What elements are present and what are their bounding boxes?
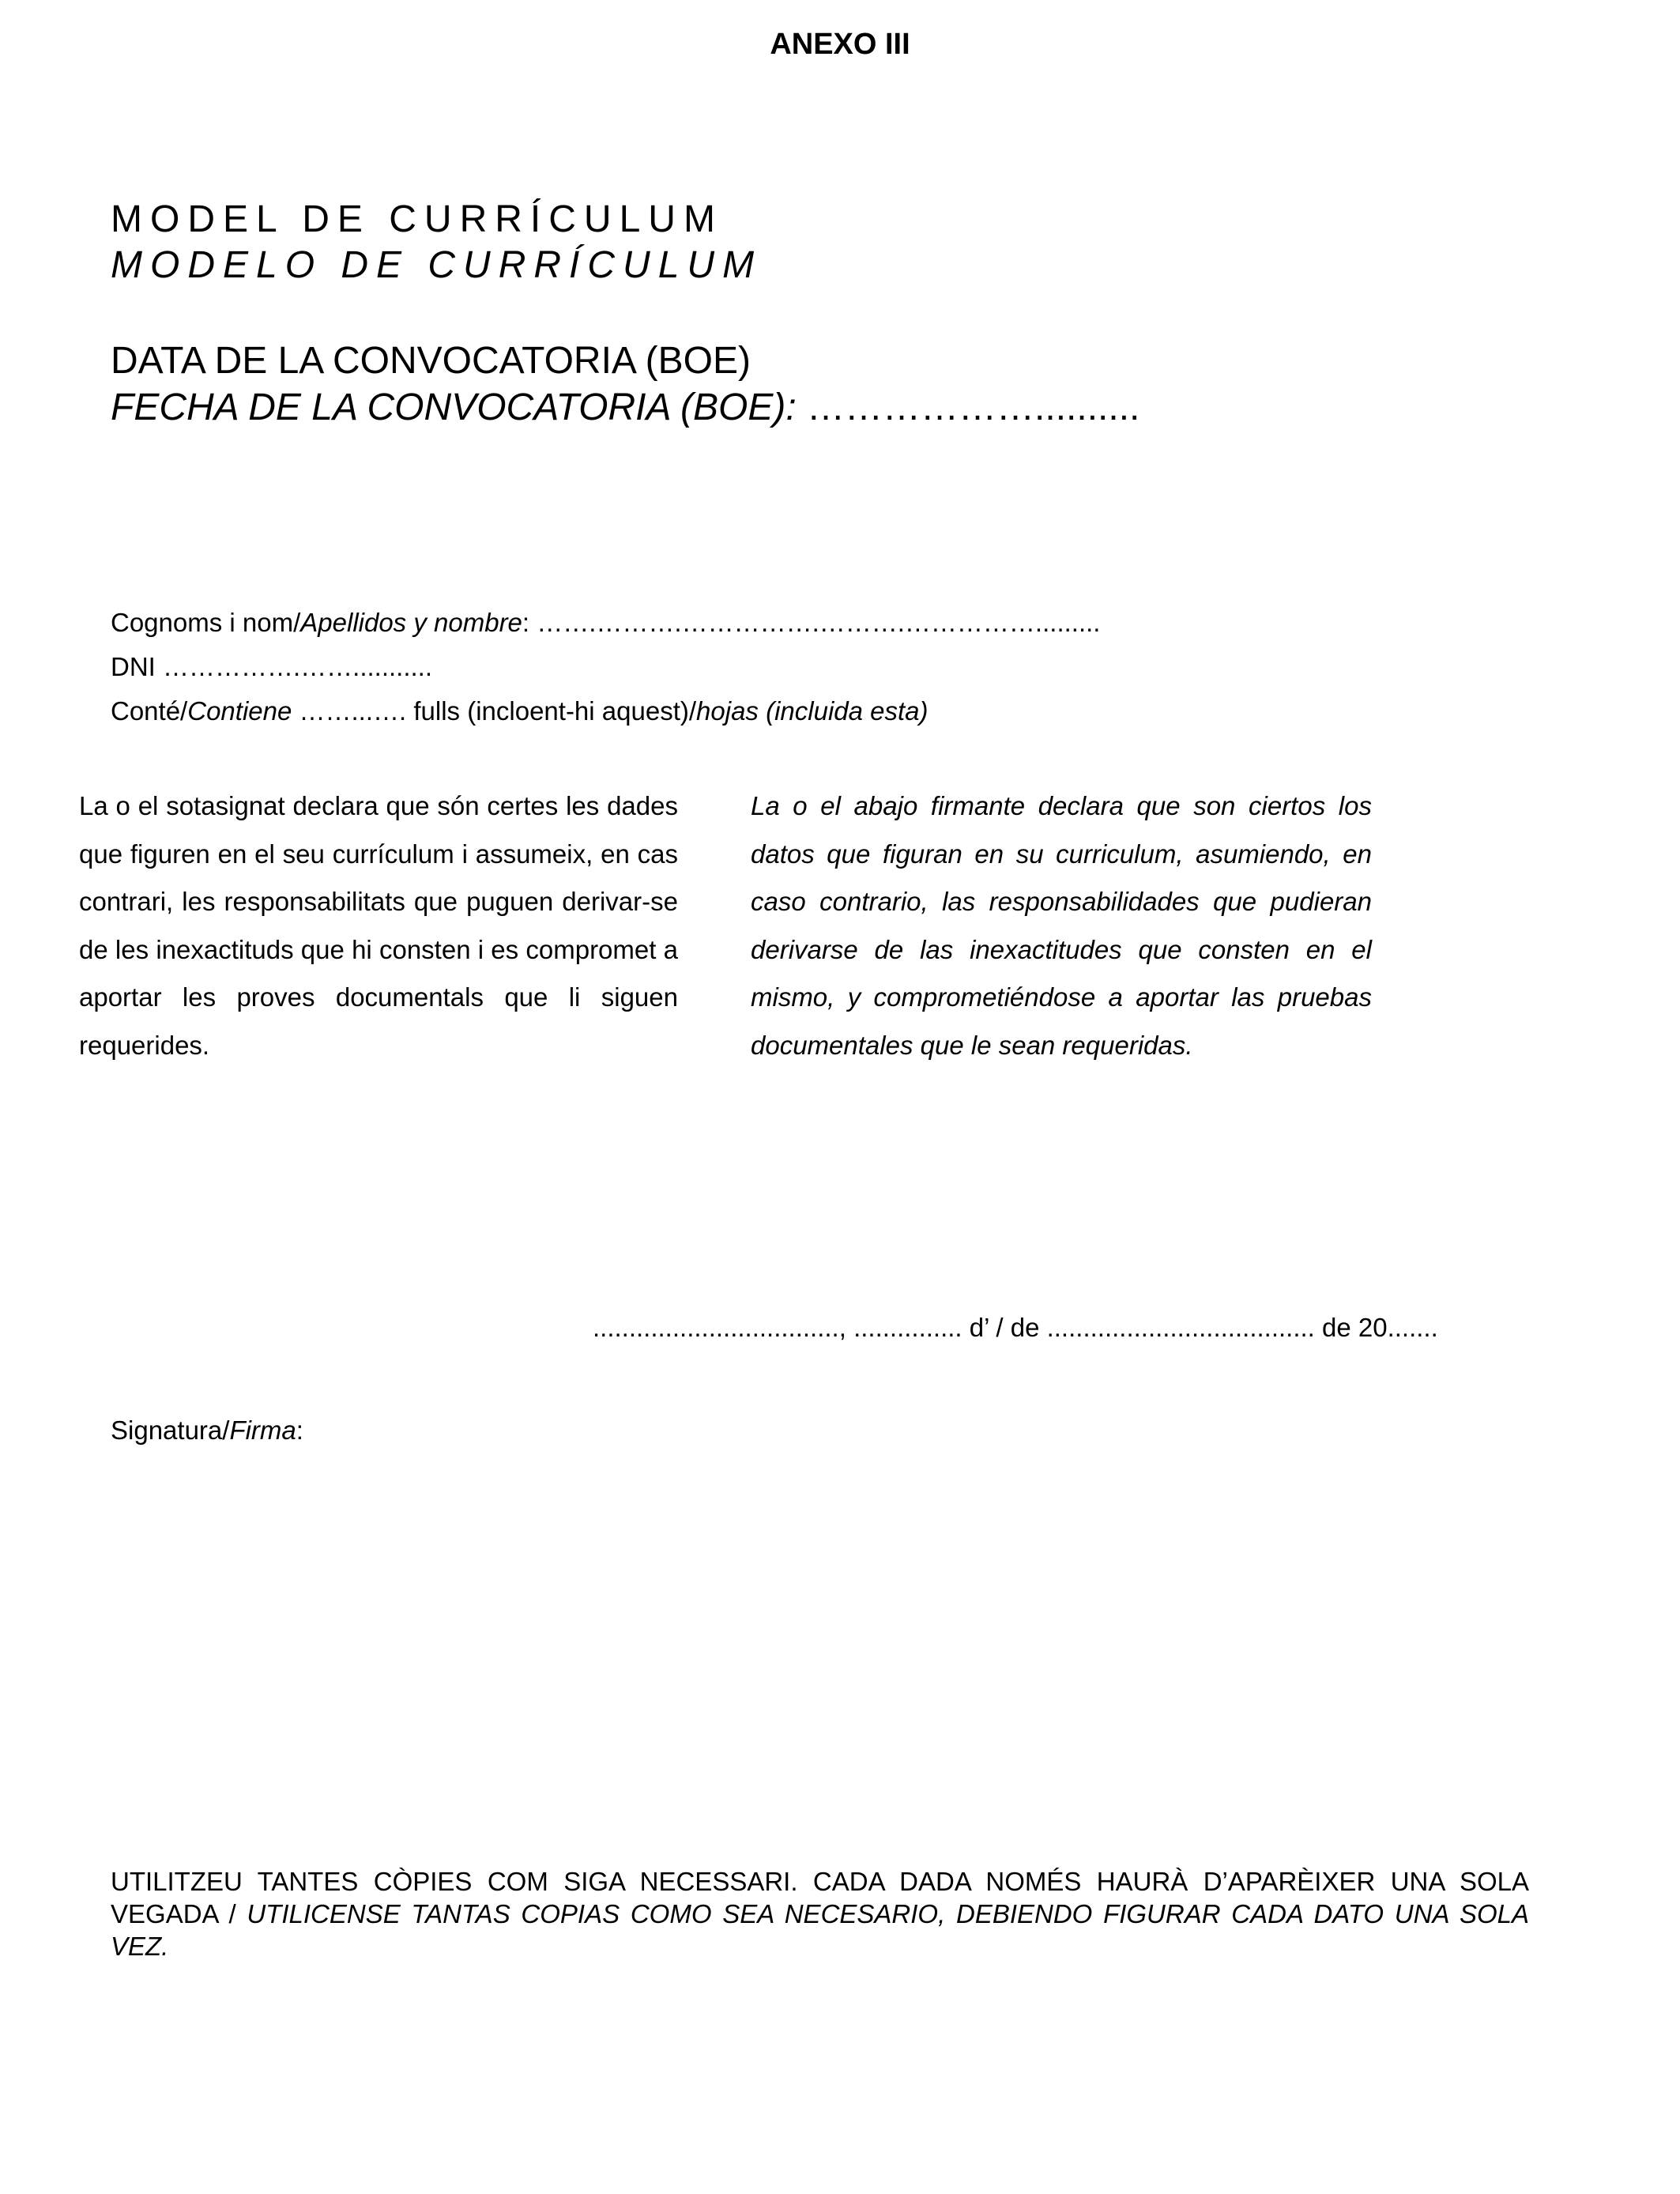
contains-label-spanish: Contiene [187,696,292,726]
copies-note-catalan: UTILITZEU TANTES CÒPIES COM SIGA NECESSARI. CADA DADA NOMÉS HAURÀ D’APARÈIXER UNA SOLA VEGADA / [111,1867,1529,1928]
call-date-blank: ……………….......... [796,386,1140,428]
title-catalan: MODEL DE CURRÍCULUM [111,198,723,240]
declaration-catalan: La o el sotasignat declara que són certes les dades que figuren en el seu currículum i assumeix, en cas contrari, les responsabilitats que puguen derivar-se de les inexactituds que hi consten i es compromet a aportar les proves documentals que li siguen requerides. [79,791,678,1060]
copies-note [111,1865,1529,1962]
sheet-count-blank: ……...…. fulls (incloent-hi aquest)/ [292,696,697,726]
signature-label [111,1413,303,1448]
name-field-line [111,601,1100,645]
signature-colon: : [296,1416,303,1445]
personal-fields [111,601,1100,733]
signature-label-spanish: Firma [229,1416,296,1445]
call-date-spanish [111,385,1139,431]
sheets-label-spanish: hojas (incluida esta) [696,696,929,726]
name-label-spanish: Apellidos y nombre [300,608,522,637]
call-date-spanish-colon: : [785,386,797,428]
dni-field-line: DNI …………….……........... [111,652,433,681]
signature-label-catalan: Signatura/ [111,1416,230,1445]
copies-note-spanish: UTILICENSE TANTAS COPIAS COMO SEA NECESARIO, DEBIENDO FIGURAR CADA DATO UNA SOLA VEZ. [111,1899,1529,1961]
name-label-catalan: Cognoms i nom/ [111,608,301,637]
contains-label-catalan: Conté/ [111,696,188,726]
sheet-count-line [111,689,1100,733]
call-date-spanish-label: FECHA DE LA CONVOCATORIA (BOE) [111,386,786,428]
declaration-spanish: La o el abajo firmante declara que son ciertos los datos que figuran en su curriculum, asumiendo, en caso contrario, las responsabilidades que pudieran derivarse de las inexactitudes que consten en el mismo, y comprometiéndose a aportar las pruebas documentales que le sean requeridas. [751,791,1372,1060]
title-spanish: MODELO DE CURRÍCULUM [111,244,763,286]
place-date-line: .................................., ............... d’ / de ..................................... de 20....... [593,1313,1438,1342]
call-date-catalan: DATA DE LA CONVOCATORIA (BOE) [111,340,751,382]
annex-heading: ANEXO III [770,28,910,61]
name-blank: : …….……….…………….……….……………......... [522,608,1101,637]
